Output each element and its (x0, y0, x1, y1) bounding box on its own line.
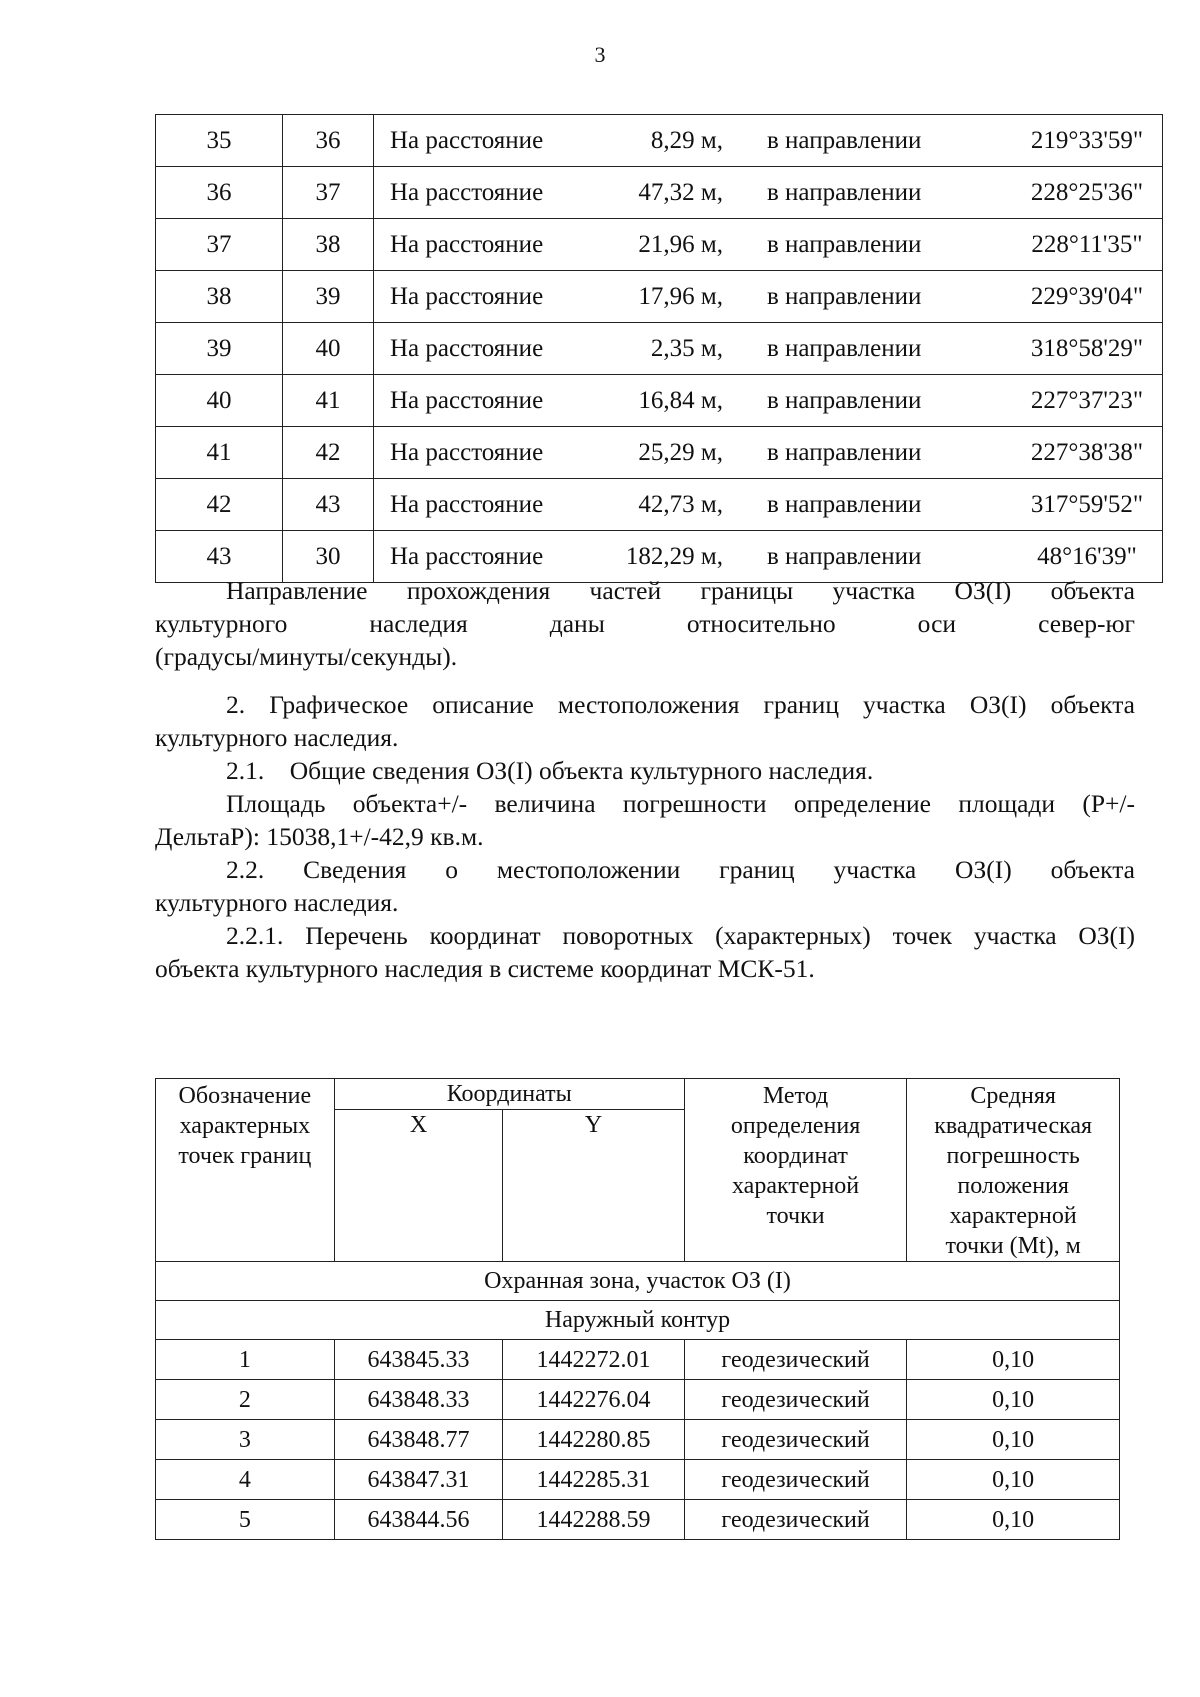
header-method-line: определения (730, 1113, 861, 1139)
segment-row (156, 115, 1163, 167)
segment-row (156, 323, 1163, 375)
header-coordinates: Координаты (334, 1079, 684, 1110)
segment-description (374, 375, 1163, 427)
header-designation-line: точек границ (178, 1143, 312, 1169)
direction-note (155, 574, 1135, 673)
mean-square-error: 0,10 (907, 1460, 1120, 1500)
segment-from-point: 36 (156, 167, 283, 219)
segment-direction-label: в направлении (767, 230, 922, 258)
segment-distance-label: На расстояние (390, 386, 544, 414)
segment-distance: 47,32 м, (638, 178, 723, 206)
coordinate-x: 643848.33 (334, 1380, 503, 1420)
segment-description (374, 219, 1163, 271)
segment-distance-label: На расстояние (390, 178, 544, 206)
zone-title: Охранная зона, участок ОЗ (I) (156, 1262, 1120, 1301)
segment-from-point: 43 (156, 531, 283, 583)
segment-to-point: 30 (283, 531, 374, 583)
page-number: 3 (594, 42, 606, 67)
segment-description (374, 479, 1163, 531)
segment-distance-label: На расстояние (390, 490, 544, 518)
segment-angle: 227°37'23" (1030, 386, 1144, 414)
header-error (907, 1079, 1120, 1262)
coordinate-y: 1442272.01 (503, 1340, 685, 1380)
header-method-line: Метод (762, 1083, 829, 1109)
segment-row (156, 271, 1163, 323)
direction-note-line-2: культурного наследия даны относительно оси север-юг (155, 609, 1135, 638)
segment-distance-label: На расстояние (390, 126, 544, 154)
point-number: 4 (156, 1460, 335, 1500)
coordinate-row (156, 1500, 1120, 1540)
segment-distance: 182,29 м, (625, 542, 723, 570)
segment-distance: 42,73 м, (638, 490, 723, 518)
segment-from-point: 42 (156, 479, 283, 531)
header-error-line: Средняя (970, 1083, 1056, 1109)
segment-from-point: 39 (156, 323, 283, 375)
header-error-line: погрешность (946, 1143, 1080, 1169)
segment-direction-label: в направлении (767, 334, 922, 362)
point-number: 5 (156, 1500, 335, 1540)
segment-angle: 318°58'29" (1030, 334, 1144, 362)
segment-from-point: 40 (156, 375, 283, 427)
section-2-2-line-2: культурного наследия. (155, 888, 399, 917)
section-2-2-line-1: 2.2. Сведения о местоположении границ участка ОЗ(I) объекта (226, 855, 1135, 884)
segment-row (156, 427, 1163, 479)
section-2-2-1-line-1: 2.2.1. Перечень координат поворотных (характерных) точек участка ОЗ(I) (226, 921, 1135, 950)
section-2-line-2: культурного наследия. (155, 723, 399, 752)
coordinates-table (155, 1078, 1120, 1540)
segment-distance-label: На расстояние (390, 438, 544, 466)
direction-note-line-1: Направление прохождения частей границы участка ОЗ(I) объекта (226, 576, 1135, 605)
segment-direction-label: в направлении (767, 178, 922, 206)
header-method (684, 1079, 907, 1262)
coordinate-y: 1442285.31 (503, 1460, 685, 1500)
segment-description (374, 427, 1163, 479)
mean-square-error: 0,10 (907, 1420, 1120, 1460)
segment-distance: 16,84 м, (638, 386, 723, 414)
coordinate-y: 1442276.04 (503, 1380, 685, 1420)
segment-description (374, 115, 1163, 167)
segment-to-point: 36 (283, 115, 374, 167)
area-line-1: Площадь объекта+/- величина погрешности определение площади (Р+/- (226, 789, 1135, 818)
segment-to-point: 41 (283, 375, 374, 427)
segment-direction-label: в направлении (767, 282, 922, 310)
header-designation-line: Обозначение (178, 1083, 312, 1109)
method: геодезический (684, 1460, 907, 1500)
direction-note-line-3: (градусы/минуты/секунды). (155, 642, 458, 671)
segment-distance-label: На расстояние (390, 542, 544, 570)
header-error-line: квадратическая (934, 1113, 1093, 1139)
segment-distance: 25,29 м, (638, 438, 723, 466)
header-x: X (334, 1110, 503, 1262)
header-error-line: характерной (949, 1203, 1077, 1229)
segment-angle: 48°16'39" (1037, 542, 1137, 570)
header-error-line: положения (957, 1173, 1069, 1199)
method: геодезический (684, 1380, 907, 1420)
segment-distance-label: На расстояние (390, 334, 544, 362)
coordinate-row (156, 1420, 1120, 1460)
segment-distance-label: На расстояние (390, 230, 544, 258)
section-2-line-1: 2. Графическое описание местоположения границ участка ОЗ(I) объекта (226, 690, 1135, 719)
segment-from-point: 41 (156, 427, 283, 479)
segment-to-point: 37 (283, 167, 374, 219)
segment-distance: 17,96 м, (638, 282, 723, 310)
point-number: 3 (156, 1420, 335, 1460)
header-error-line: точки (Mt), м (945, 1233, 1081, 1259)
coordinate-x: 643847.31 (334, 1460, 503, 1500)
segment-angle: 228°11'35" (1031, 230, 1143, 258)
header-method-line: координат (743, 1143, 848, 1169)
area-line-2: ДельтаР): 15038,1+/-42,9 кв.м. (155, 822, 484, 851)
segment-from-point: 38 (156, 271, 283, 323)
segment-distance: 2,35 м, (650, 334, 723, 362)
coordinate-y: 1442288.59 (503, 1500, 685, 1540)
coordinate-row (156, 1380, 1120, 1420)
segment-direction-label: в направлении (767, 542, 922, 570)
section-2 (155, 688, 1135, 985)
method: геодезический (684, 1340, 907, 1380)
contour-title: Наружный контур (156, 1301, 1120, 1340)
section-2-1: 2.1. Общие сведения ОЗ(I) объекта культурного наследия. (226, 756, 874, 785)
segment-description (374, 167, 1163, 219)
segment-row (156, 375, 1163, 427)
segment-distance: 21,96 м, (638, 230, 723, 258)
coordinate-x: 643845.33 (334, 1340, 503, 1380)
segment-description (374, 271, 1163, 323)
segment-angle: 229°39'04" (1030, 282, 1144, 310)
header-method-line: характерной (731, 1173, 860, 1199)
mean-square-error: 0,10 (907, 1340, 1120, 1380)
segment-row (156, 167, 1163, 219)
segment-direction-label: в направлении (767, 386, 922, 414)
segment-description (374, 323, 1163, 375)
header-designation-line: характерных (179, 1113, 311, 1139)
segment-distance-label: На расстояние (390, 282, 544, 310)
segment-direction-label: в направлении (767, 126, 922, 154)
segment-to-point: 38 (283, 219, 374, 271)
segment-row (156, 479, 1163, 531)
mean-square-error: 0,10 (907, 1500, 1120, 1540)
mean-square-error: 0,10 (907, 1380, 1120, 1420)
segment-from-point: 35 (156, 115, 283, 167)
segment-direction-label: в направлении (767, 438, 922, 466)
segment-from-point: 37 (156, 219, 283, 271)
segment-row (156, 219, 1163, 271)
point-number: 2 (156, 1380, 335, 1420)
method: геодезический (684, 1420, 907, 1460)
coordinate-x: 643844.56 (334, 1500, 503, 1540)
segment-to-point: 39 (283, 271, 374, 323)
segment-distance: 8,29 м, (650, 126, 723, 154)
coordinate-row (156, 1460, 1120, 1500)
boundary-segments-table (155, 114, 1163, 583)
segment-to-point: 43 (283, 479, 374, 531)
segment-direction-label: в направлении (767, 490, 922, 518)
segment-to-point: 40 (283, 323, 374, 375)
coordinate-row (156, 1340, 1120, 1380)
coordinate-x: 643848.77 (334, 1420, 503, 1460)
header-designation (156, 1079, 335, 1262)
section-2-2-1-line-2: объекта культурного наследия в системе координат МСК-51. (155, 954, 815, 983)
method: геодезический (684, 1500, 907, 1540)
segment-angle: 227°38'38" (1030, 438, 1144, 466)
point-number: 1 (156, 1340, 335, 1380)
header-method-line: точки (766, 1203, 825, 1229)
header-y: Y (503, 1110, 685, 1262)
segment-angle: 317°59'52" (1030, 490, 1144, 518)
coordinate-y: 1442280.85 (503, 1420, 685, 1460)
segment-angle: 219°33'59" (1030, 126, 1144, 154)
segment-to-point: 42 (283, 427, 374, 479)
segment-angle: 228°25'36" (1030, 178, 1144, 206)
